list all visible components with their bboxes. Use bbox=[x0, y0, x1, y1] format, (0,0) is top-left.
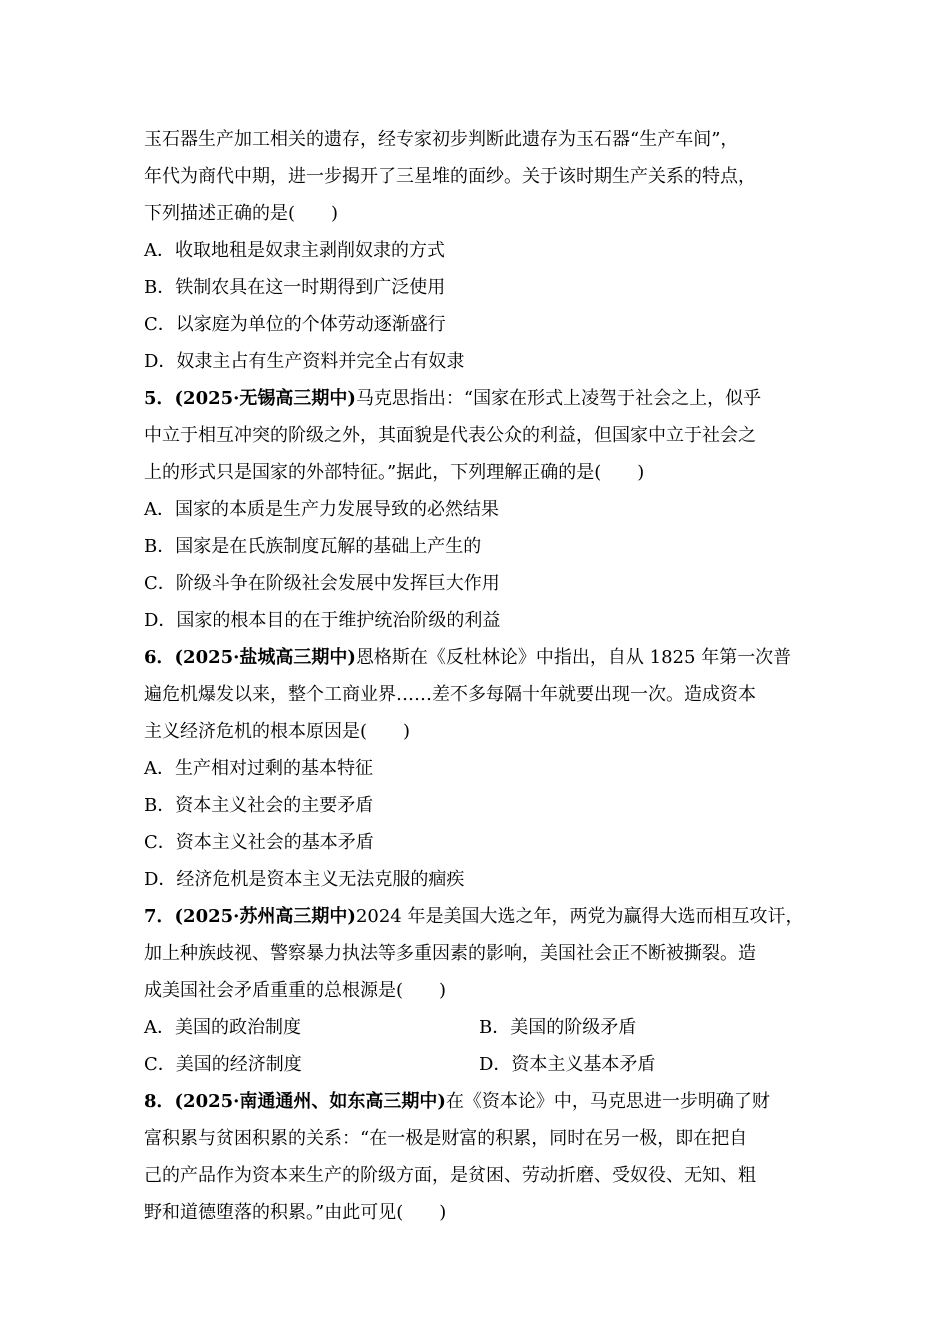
question-7-source: (2025·苏州高三期中) bbox=[174, 906, 356, 927]
question-6-source: (2025·盐城高三期中) bbox=[174, 647, 356, 668]
question-7-number: 7． bbox=[144, 906, 175, 927]
question-6-stem-line-1 bbox=[144, 639, 824, 676]
question-7-options-row-1 bbox=[144, 1009, 824, 1046]
question-5-option-b: B．国家是在氏族制度瓦解的基础上产生的 bbox=[144, 536, 482, 557]
question-5 bbox=[144, 380, 824, 639]
question-6-option-c: C．资本主义社会的基本矛盾 bbox=[144, 832, 374, 853]
question-5-stem-text-1: 马克思指出：“国家在形式上凌驾于社会之上，似乎 bbox=[355, 388, 762, 409]
question-5-stem-line-2: 中立于相互冲突的阶级之外，其面貌是代表公众的利益，但国家中立于社会之 bbox=[144, 425, 756, 446]
question-7-option-d: D．资本主义基本矛盾 bbox=[479, 1054, 656, 1075]
question-5-stem-line-1 bbox=[144, 380, 824, 417]
question-6-stem-text-1: 恩格斯在《反杜林论》中指出，自从 1825 年第一次普 bbox=[355, 647, 792, 668]
question-6-stem-line-2: 遍危机爆发以来，整个工商业界……差不多每隔十年就要出现一次。造成资本 bbox=[144, 684, 756, 705]
question-6-option-a: A．生产相对过剩的基本特征 bbox=[144, 758, 373, 779]
question-4-option-c: C．以家庭为单位的个体劳动逐渐盛行 bbox=[144, 314, 446, 335]
question-7-stem-text-1: 2024 年是美国大选之年，两党为赢得大选而相互攻讦， bbox=[355, 906, 804, 927]
question-5-stem-line-3: 上的形式只是国家的外部特征。”据此，下列理解正确的是( ) bbox=[144, 462, 645, 483]
question-6-option-b: B．资本主义社会的主要矛盾 bbox=[144, 795, 374, 816]
question-4-option-a: A．收取地租是奴隶主剥削奴隶的方式 bbox=[144, 240, 445, 261]
question-4 bbox=[144, 121, 824, 380]
question-5-option-a: A．国家的本质是生产力发展导致的必然结果 bbox=[144, 499, 499, 520]
question-5-number: 5． bbox=[144, 388, 175, 409]
question-4-stem-line-3: 下列描述正确的是( ) bbox=[144, 203, 339, 224]
question-8-stem-line-1 bbox=[144, 1083, 824, 1120]
question-6-stem-line-3: 主义经济危机的根本原因是( ) bbox=[144, 721, 411, 742]
question-4-option-d: D．奴隶主占有生产资料并完全占有奴隶 bbox=[144, 351, 465, 372]
question-6 bbox=[144, 639, 824, 898]
question-8-stem-line-3: 己的产品作为资本来生产的阶级方面，是贫困、劳动折磨、受奴役、无知、粗 bbox=[144, 1165, 756, 1186]
question-7-stem-line-3: 成美国社会矛盾重重的总根源是( ) bbox=[144, 980, 447, 1001]
question-7-option-b: B．美国的阶级矛盾 bbox=[479, 1017, 637, 1038]
question-8-stem-text-1: 在《资本论》中，马克思进一步明确了财 bbox=[445, 1091, 770, 1112]
question-7 bbox=[144, 898, 824, 1083]
question-5-option-d: D．国家的根本目的在于维护统治阶级的利益 bbox=[144, 610, 501, 631]
question-8-stem-line-2: 富积累与贫困积累的关系：“在一极是财富的积累，同时在另一极，即在把自 bbox=[144, 1128, 748, 1149]
question-7-stem-line-1 bbox=[144, 898, 824, 935]
question-6-option-d: D．经济危机是资本主义无法克服的痼疾 bbox=[144, 869, 465, 890]
question-7-options-row-2 bbox=[144, 1046, 824, 1083]
question-8-stem-line-4: 野和道德堕落的积累。”由此可见( ) bbox=[144, 1202, 447, 1223]
question-8 bbox=[144, 1083, 824, 1231]
question-8-number: 8． bbox=[144, 1091, 175, 1112]
question-7-stem-line-2: 加上种族歧视、警察暴力执法等多重因素的影响，美国社会正不断被撕裂。造 bbox=[144, 943, 756, 964]
question-4-option-b: B．铁制农具在这一时期得到广泛使用 bbox=[144, 277, 446, 298]
question-5-option-c: C．阶级斗争在阶级社会发展中发挥巨大作用 bbox=[144, 573, 500, 594]
question-4-stem-line-1: 玉石器生产加工相关的遗存，经专家初步判断此遗存为玉石器“生产车间”， bbox=[144, 129, 739, 150]
question-6-number: 6． bbox=[144, 647, 175, 668]
question-4-stem-line-2: 年代为商代中期，进一步揭开了三星堆的面纱。关于该时期生产关系的特点， bbox=[144, 166, 756, 187]
question-list bbox=[144, 121, 824, 1231]
question-7-option-c: C．美国的经济制度 bbox=[144, 1054, 302, 1075]
question-7-option-a: A．美国的政治制度 bbox=[144, 1017, 301, 1038]
question-5-source: (2025·无锡高三期中) bbox=[174, 388, 356, 409]
question-8-source: (2025·南通通州、如东高三期中) bbox=[174, 1091, 446, 1112]
